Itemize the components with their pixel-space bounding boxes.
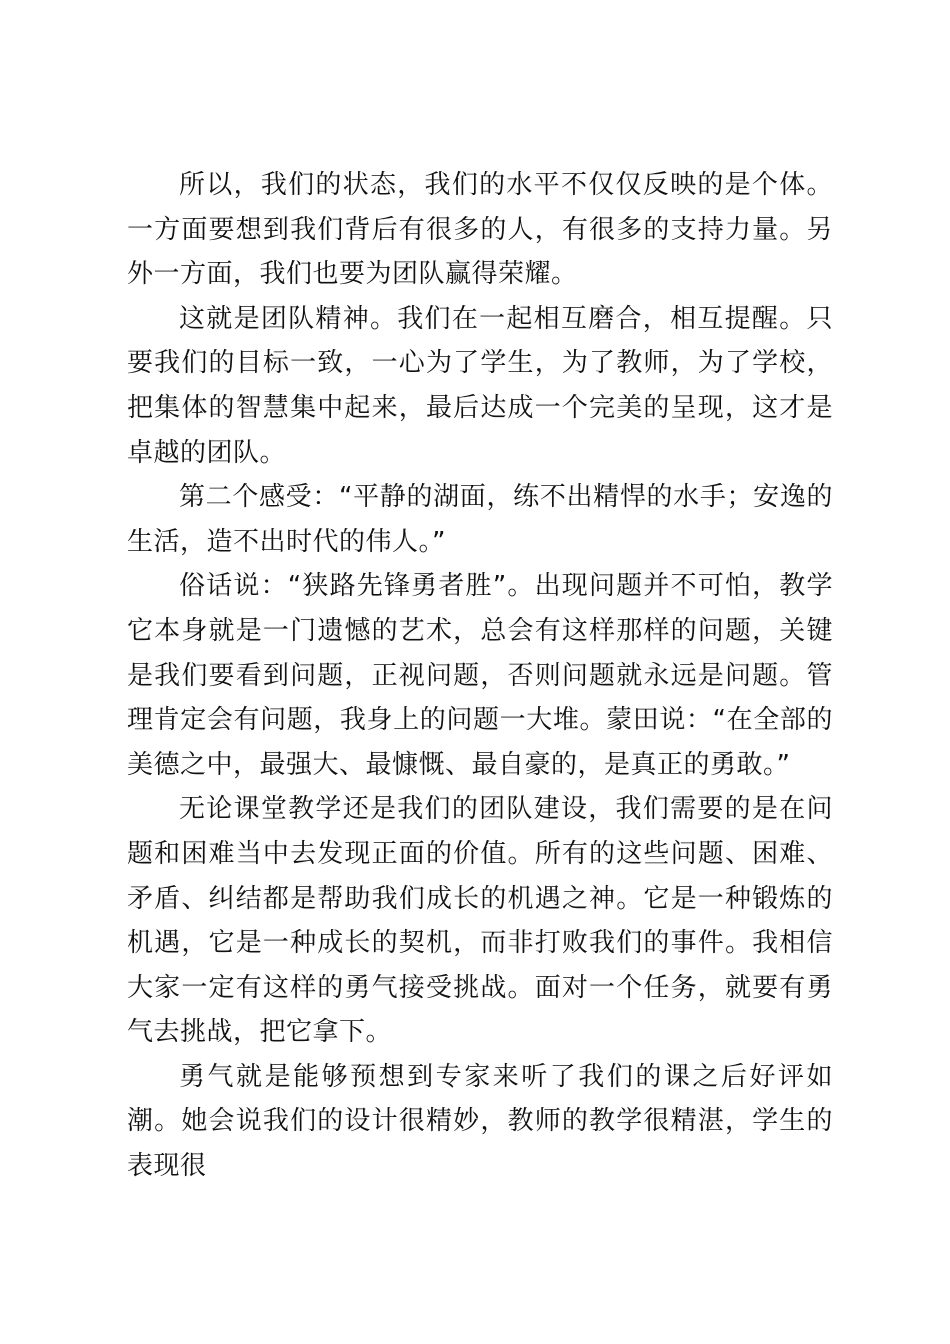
paragraph-team-spirit: 这就是团队精神。我们在一起相互磨合，相互提醒。只要我们的目标一致，一心为了学生，为了教师，为了学校，把集体的智慧集中起来，最后达成一个完美的呈现，这才是卓越的团队。 [127,303,833,468]
paragraph-second-feeling: 第二个感受：“平静的湖面，练不出精悍的水手；安逸的生活，造不出时代的伟人。” [127,482,833,557]
paragraph-team-state: 所以，我们的状态，我们的水平不仅仅反映的是个体。一方面要想到我们背后有很多的人，有很多的支持力量。另外一方面，我们也要为团队赢得荣耀。 [127,170,833,290]
paragraph-proverb: 俗话说：“狭路先锋勇者胜”。出现问题并不可怕，教学它本身就是一门遗憾的艺术，总会有这样那样的问题，关键是我们要看到问题，正视问题，否则问题就永远是问题。管理肯定会有问题，我身上的问题一大堆。蒙田说：“在全部的美德之中，最强大、最慷慨、最自豪的，是真正的勇敢。” [127,571,833,780]
paragraph-challenges: 无论课堂教学还是我们的团队建设，我们需要的是在问题和困难当中去发现正面的价值。所有的这些问题、困难、矛盾、纠结都是帮助我们成长的机遇之神。它是一种锻炼的机遇，它是一种成长的契机，而非打败我们的事件。我相信大家一定有这样的勇气接受挑战。面对一个任务，就要有勇气去挑战，把它拿下。 [127,794,833,1048]
document-body [127,163,833,1189]
paragraph-courage: 勇气就是能够预想到专家来听了我们的课之后好评如潮。她会说我们的设计很精妙，教师的教学很精湛，学生的表现很 [127,1061,833,1182]
